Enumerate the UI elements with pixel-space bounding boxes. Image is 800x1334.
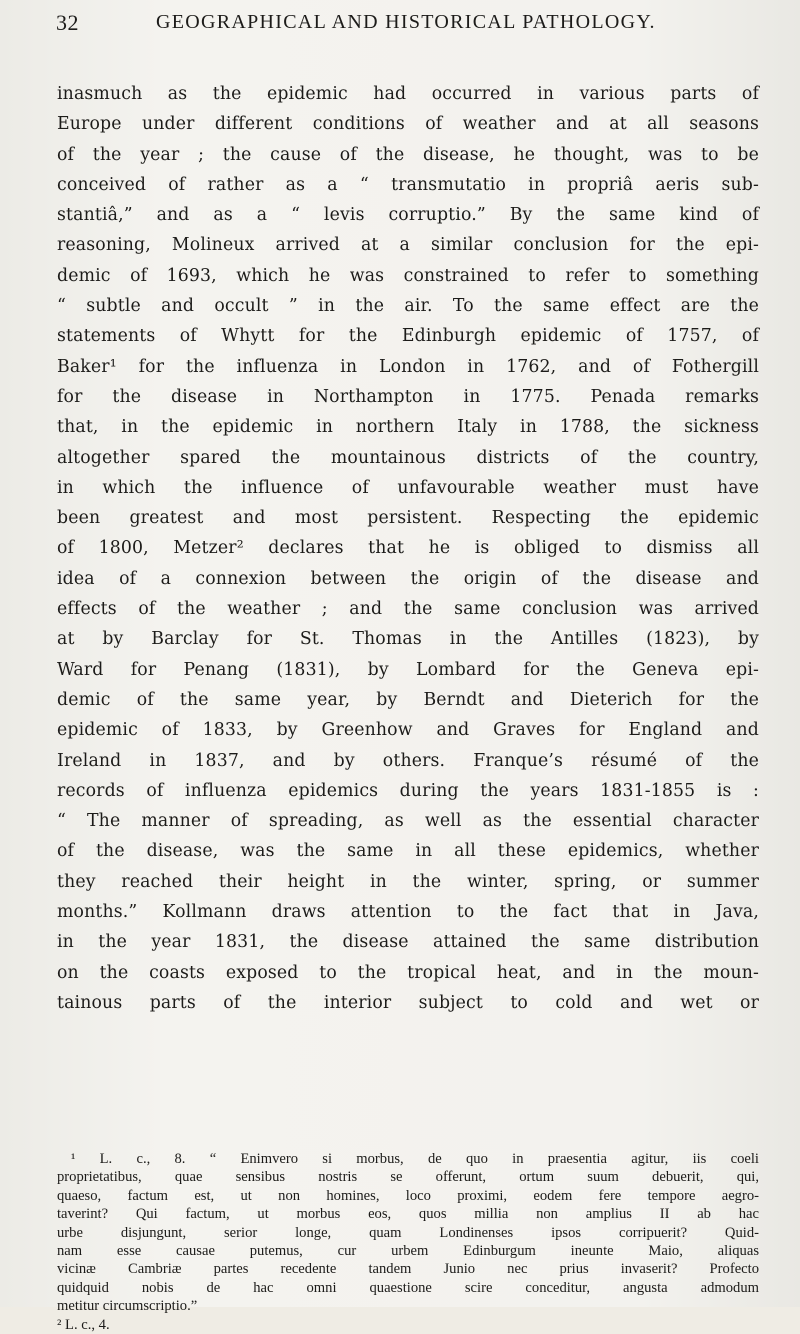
text-line: in the year 1831, the disease attained the same distribution xyxy=(57,932,759,953)
text-line: “ subtle and occult ” in the air. To the same effect are the xyxy=(57,296,759,317)
text-line: that, in the epidemic in northern Italy in 1788, the sickness xyxy=(57,417,759,438)
text-line: of the year ; the cause of the disease, he thought, was to be xyxy=(57,144,759,165)
text-line: months.” Kollmann draws attention to the fact that in Java, xyxy=(57,902,759,923)
main-text xyxy=(57,79,759,1018)
text-line: they reached their height in the winter, spring, or summer xyxy=(57,871,759,892)
running-title: GEOGRAPHICAL AND HISTORICAL PATHOLOGY. xyxy=(156,11,656,33)
text-line: reasoning, Molineux arrived at a similar conclusion for the epi- xyxy=(57,235,759,256)
text-line: Ireland in 1837, and by others. Franque’s résumé of the xyxy=(57,750,759,771)
footnote-line: taverint? Qui factum, ut morbus eos, quos millia non amplius II ab hac xyxy=(57,1206,759,1223)
footnotes xyxy=(57,1150,759,1334)
text-line: altogether spared the mountainous districts of the country, xyxy=(57,447,759,468)
text-line: epidemic of 1833, by Greenhow and Graves for England and xyxy=(57,720,759,741)
text-line: Europe under different conditions of weather and at all seasons xyxy=(57,114,759,135)
text-line: been greatest and most persistent. Respecting the epidemic xyxy=(57,508,759,529)
footnote-line: vicinæ Cambriæ partes recedente tandem Junio nec prius invaserit? Profecto xyxy=(57,1261,759,1278)
footnote-line: ¹ L. c., 8. “ Enimvero si morbus, de quo in praesentia agitur, iis coeli xyxy=(71,1151,759,1167)
footnote-line: metitur circumscriptio.” xyxy=(57,1298,198,1315)
text-line: on the coasts exposed to the tropical heat, and in the moun- xyxy=(57,962,759,983)
text-line: effects of the weather ; and the same conclusion was arrived xyxy=(57,599,759,620)
text-line: inasmuch as the epidemic had occurred in various parts of xyxy=(57,84,759,104)
text-line: demic of 1693, which he was constrained to refer to something xyxy=(57,265,759,286)
text-line: conceived of rather as a “ transmutatio in propriâ aeris sub- xyxy=(57,174,759,195)
footnote-line: urbe disjungunt, serior longe, quam Londinenses ipsos corripuerit? Quid- xyxy=(57,1224,759,1241)
text-line: tainous parts of the interior subject to cold and wet or xyxy=(57,992,759,1013)
text-line: at by Barclay for St. Thomas in the Antilles (1823), by xyxy=(57,629,759,650)
text-line: stantiâ,” and as a “ levis corruptio.” By the same kind of xyxy=(57,205,759,226)
footnote-line: ² L. c., 4. xyxy=(57,1316,110,1333)
text-line: idea of a connexion between the origin of the disease and xyxy=(57,568,759,589)
text-line: in which the influence of unfavourable weather must have xyxy=(57,477,759,498)
text-line: “ The manner of spreading, as well as the essential character xyxy=(57,811,759,832)
footnote-line: quidquid nobis de hac omni quaestione scire conceditur, angusta admodum xyxy=(57,1279,759,1296)
footnote-line: proprietatibus, quae sensibus nostris se offerunt, ortum suum debuerit, qui, xyxy=(57,1169,759,1186)
text-line: of the disease, was the same in all these epidemics, whether xyxy=(57,841,759,862)
text-line: Baker¹ for the influenza in London in 1762, and of Fothergill xyxy=(57,356,759,377)
page-header xyxy=(56,10,756,44)
text-line: demic of the same year, by Berndt and Dieterich for the xyxy=(57,689,759,710)
page-number: 32 xyxy=(56,10,79,35)
text-line: Ward for Penang (1831), by Lombard for the Geneva epi- xyxy=(57,659,759,680)
text-line: for the disease in Northampton in 1775. Penada remarks xyxy=(57,386,759,407)
footnote-line: quaeso, factum est, ut non homines, loco proximi, eodem fere tempore aegro- xyxy=(57,1187,759,1204)
footnote-line: nam esse causae putemus, cur urbem Edinburgum ineunte Maio, aliquas xyxy=(57,1242,759,1259)
text-line: statements of Whytt for the Edinburgh epidemic of 1757, of xyxy=(57,326,759,347)
text-line: of 1800, Metzer² declares that he is obliged to dismiss all xyxy=(57,538,759,559)
text-line: records of influenza epidemics during the years 1831-1855 is : xyxy=(57,780,759,801)
